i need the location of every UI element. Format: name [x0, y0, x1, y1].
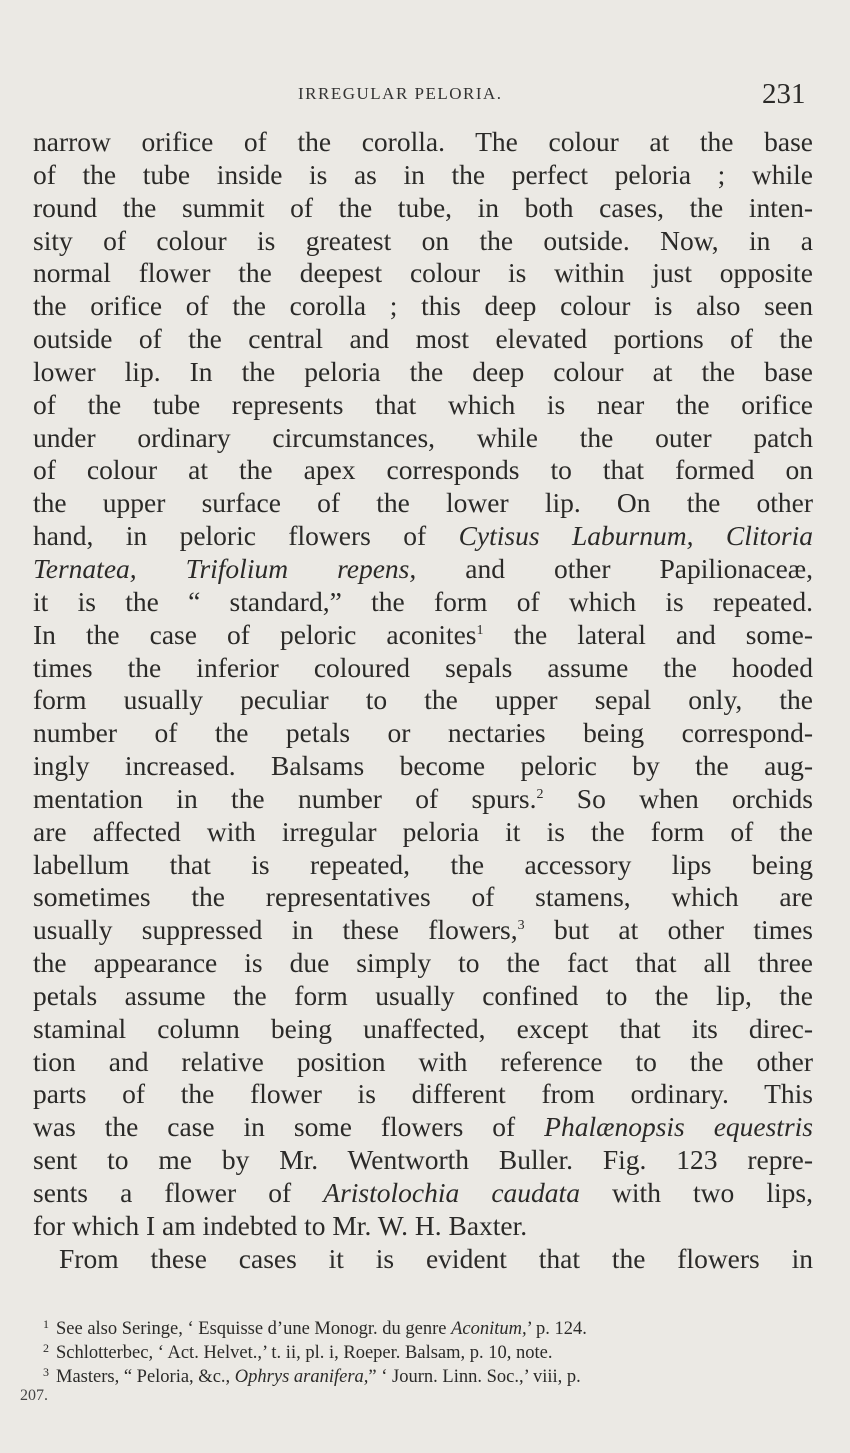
text-line: for which I am indebted to Mr. W. H. Baxter.: [33, 1209, 528, 1241]
text-line: sometimes the representatives of stamens, which are: [33, 881, 813, 913]
text-line: [33, 783, 813, 816]
text-line: labellum that is repeated, the accessory lips being: [33, 848, 813, 880]
species-name: Trifolium repens,: [185, 552, 417, 584]
footnote: [20, 1312, 800, 1339]
text-line: under ordinary circumstances, while the outer patch: [33, 421, 813, 453]
text-line: the upper surface of the lower lip. On the other: [33, 487, 813, 519]
text-run: In the case of peloric aconites: [33, 618, 477, 650]
text-line: petals assume the form usually confined to the lip, the: [33, 979, 813, 1011]
running-title: IRREGULAR PELORIA.: [298, 84, 503, 103]
footnote-ref: 2: [536, 786, 544, 802]
text-line: normal flower the deepest colour is within just opposite: [33, 257, 813, 289]
text-line: lower lip. In the peloria the deep colour at the base: [33, 355, 813, 387]
text-line: times the inferior coloured sepals assume the hooded: [33, 651, 813, 683]
text-run: ’ p. 124.: [526, 1319, 587, 1339]
text-line: From these cases it is evident that the flowers in: [59, 1242, 813, 1274]
text-run: the lateral and some-: [483, 618, 813, 650]
footnotes: [20, 1312, 800, 1408]
text-run: with two lips,: [579, 1177, 813, 1208]
text-line: tion and relative position with reference to the other: [33, 1045, 813, 1077]
text-line: of colour at the apex corresponds to that formed on: [33, 454, 813, 486]
text-run: hand, in peloric flowers of: [33, 520, 459, 552]
text-line: it is the “ standard,” the form of which is repeated.: [33, 585, 813, 617]
text-run: See also Seringe, ‘ Esquisse d’une Monogr. du genre: [56, 1319, 452, 1339]
footnote: [20, 1360, 800, 1387]
text-line: sent to me by Mr. Wentworth Buller. Fig. 123 repre-: [33, 1144, 813, 1176]
page-number: 231: [762, 78, 806, 110]
species-name: Aristolochia caudata: [323, 1177, 580, 1208]
species-name: Ophrys aranifera,: [234, 1367, 369, 1387]
species-name: Ternatea,: [33, 552, 137, 584]
footnote-ref: 3: [517, 918, 525, 934]
text-line: [33, 1111, 813, 1144]
species-name: Phalænopsis equestris: [544, 1111, 813, 1143]
text-run: Schlotterbec, ‘ Act. Helvet.,’ t. ii, pl. i, Roeper. Balsam, p. 10, note.: [56, 1343, 553, 1363]
text-run: and other Papilionaceæ,: [416, 552, 814, 584]
text-line: are affected with irregular peloria it is the form of the: [33, 815, 813, 847]
text-line: round the summit of the tube, in both cases, the inten-: [33, 191, 813, 223]
text-line: outside of the central and most elevated portions of the: [33, 323, 813, 355]
footnote-ref: 1: [476, 622, 484, 638]
text-run: usually suppressed in these flowers,: [33, 914, 518, 946]
footnote-mark: 3: [43, 1365, 49, 1379]
species-name: Aconitum,: [451, 1319, 527, 1339]
text-run: Masters, “ Peloria, &c.,: [56, 1367, 235, 1387]
text-line: [33, 520, 813, 553]
text-line: the orifice of the corolla ; this deep colour is also seen: [33, 290, 813, 322]
body-text: [33, 126, 813, 1276]
text-run: ” ‘ Journ. Linn. Soc.,’ viii, p.: [368, 1367, 581, 1387]
text-line: of the tube represents that which is near the orifice: [33, 388, 813, 420]
text-line: staminal column being unaffected, except that its direc-: [33, 1012, 813, 1044]
text-line: the appearance is due simply to the fact that all three: [33, 947, 813, 979]
footnote-mark: 1: [43, 1317, 49, 1331]
text-run: So when orchids: [543, 782, 813, 814]
footnote-mark: 2: [43, 1341, 49, 1355]
text-line: [33, 914, 813, 947]
text-run: mentation in the number of spurs.: [33, 782, 537, 814]
signature-mark: 207.: [20, 1387, 48, 1404]
text-run: but at other times: [524, 914, 813, 946]
text-run: was the case in some flowers of: [33, 1111, 545, 1143]
species-name: Clitoria: [725, 520, 814, 552]
text-line: of the tube inside is as in the perfect peloria ; while: [33, 158, 813, 190]
text-line: form usually peculiar to the upper sepal only, the: [33, 684, 813, 716]
text-run: sents a flower of: [33, 1177, 324, 1208]
footnote: [20, 1336, 800, 1363]
text-line: narrow orifice of the corolla. The colour at the base: [33, 126, 813, 157]
text-line: [33, 619, 813, 652]
text-line: parts of the flower is different from ordinary. This: [33, 1078, 813, 1110]
running-head: [0, 78, 850, 112]
species-name: Cytisus Laburnum,: [458, 520, 694, 552]
text-line: ingly increased. Balsams become peloric by the aug-: [33, 750, 813, 782]
text-line: [33, 1177, 813, 1210]
text-line: sity of colour is greatest on the outside. Now, in a: [33, 224, 813, 256]
text-line: number of the petals or nectaries being correspond-: [33, 717, 813, 749]
text-line: [33, 553, 813, 586]
